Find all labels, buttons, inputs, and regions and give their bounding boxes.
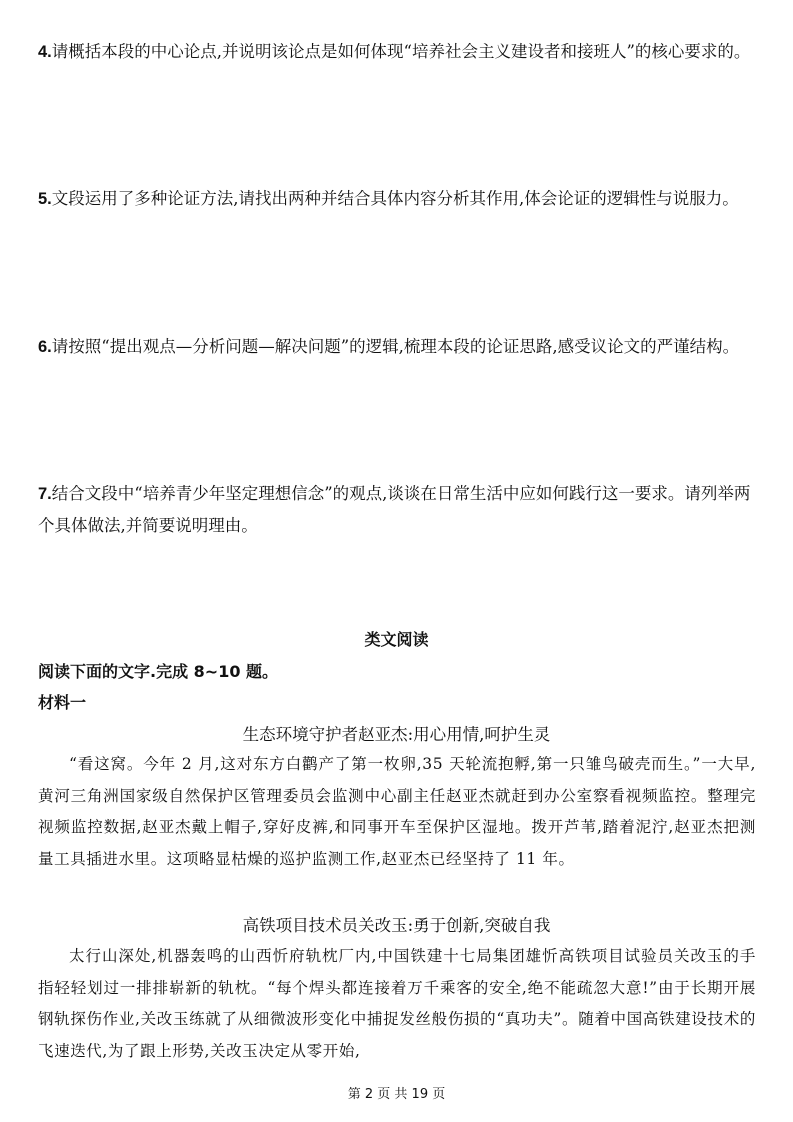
article-subtitle-2: 高铁项目技术员关改玉:勇于创新,突破自我 xyxy=(242,916,551,935)
article-paragraph-2: 太行山深处,机器轰鸣的山西忻府轨枕厂内,中国铁建十七局集团雄忻高铁项目试验员关改玉的手指轻轻划过一排排崭新的轨枕。“每个焊头都连接着万千乘客的安全,绝不能疏忽大意!”由于长期开展钢轨探伤作业,关改玉练就了从细微波形变化中捕捉发丝般伤损的“真功夫”。随着中国高铁建设技术的飞速迭代,为了跟上形势,关改玉决定从零开始, xyxy=(38,947,756,1060)
question-text: 请概括本段的中心论点,并说明该论点是如何体现“培养社会主义建设者和接班人”的核心要求的。 xyxy=(51,42,751,61)
question-text: 请按照“提出观点—分析问题—解决问题”的逻辑,梳理本段的论证思路,感受议论文的严谨结构。 xyxy=(51,337,740,356)
question-number: 6. xyxy=(38,338,52,356)
question-number: 5. xyxy=(38,190,52,208)
section-title: 类文阅读 xyxy=(364,630,429,649)
article-subtitle-1: 生态环境守护者赵亚杰:用心用情,呵护生灵 xyxy=(242,725,551,744)
reading-instruction: 阅读下面的文字.完成 8~10 题。 xyxy=(38,662,279,681)
question-number: 4. xyxy=(38,43,52,61)
question-5 xyxy=(38,183,756,215)
question-text: 文段运用了多种论证方法,请找出两种并结合具体内容分析其作用,体会论证的逻辑性与说服力。 xyxy=(51,189,739,208)
material-label: 材料一 xyxy=(38,693,87,712)
question-6 xyxy=(38,331,756,363)
question-text: 结合文段中“培养青少年坚定理想信念”的观点,谈谈在日常生活中应如何践行这一要求。请列举两个具体做法,并简要说明理由。 xyxy=(38,484,751,535)
question-number: 7. xyxy=(38,485,52,503)
question-7 xyxy=(38,478,756,541)
article-paragraph-1: “看这窝。今年 2 月,这对东方白鹳产了第一枚卵,35 天轮流抱孵,第一只雏鸟破壳而生。”一大早,黄河三角洲国家级自然保护区管理委员会监测中心副主任赵亚杰就赶到办公室察看视频监控。整理完视频监控数据,赵亚杰戴上帽子,穿好皮裤,和同事开车至保护区湿地。拨开芦苇,踏着泥泞,赵亚杰把测量工具插进水里。这项略显枯燥的巡护监测工作,赵亚杰已经坚持了 11 年。 xyxy=(38,755,756,868)
page-footer: 第 2 页 共 19 页 xyxy=(347,1087,446,1102)
question-4 xyxy=(38,36,756,68)
